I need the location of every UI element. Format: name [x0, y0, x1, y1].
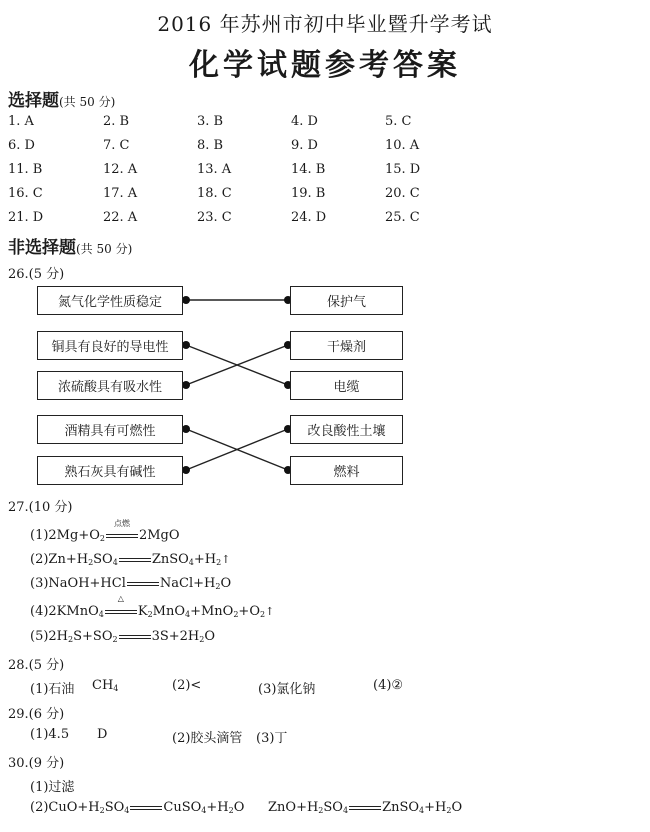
- eq-condition: [348, 800, 382, 815]
- match-left-box: 氮气化学性质稳定: [37, 286, 183, 315]
- eq-text: ZnO+H: [268, 800, 319, 815]
- eq-subscript: 4: [201, 806, 207, 815]
- eq-subscript: 2: [216, 558, 222, 567]
- eq-subscript: 2: [99, 806, 105, 815]
- eq-subscript: 2: [233, 610, 239, 619]
- eq-subscript: 2: [228, 806, 234, 815]
- eq-text: (5)2H: [30, 629, 69, 644]
- eq-equals-sign: [130, 806, 162, 810]
- eq-text: S+SO: [73, 629, 113, 644]
- choice-answer: 2. B: [103, 114, 130, 129]
- eq-subscript: 2: [318, 806, 324, 815]
- eq-text: +H: [424, 800, 447, 815]
- eq-text: 3S+2H: [151, 629, 200, 644]
- eq-equals-sign: [349, 806, 381, 810]
- heat-icon: △: [117, 594, 124, 603]
- match-right-box: 干燥剂: [290, 331, 403, 360]
- gas-arrow-icon: ↑: [221, 553, 231, 566]
- eq-text: (3)NaOH+HCl: [30, 576, 126, 591]
- choice-answer: 13. A: [197, 162, 232, 177]
- eq-text: (2)Zn+H: [30, 552, 89, 567]
- choice-answer: 3. B: [197, 114, 224, 129]
- match-dot: [182, 341, 190, 349]
- equation-4: [30, 594, 275, 619]
- answer-29-3: (3)丁: [256, 731, 288, 746]
- eq-text: ZnSO: [151, 552, 189, 567]
- eq-text: SO: [104, 800, 125, 815]
- question-label-29: 29.(6 分): [8, 707, 65, 722]
- choice-answer: 11. B: [8, 162, 43, 177]
- eq-text: (2)CuO+H: [30, 800, 100, 815]
- match-left-box: 铜具有良好的导电性: [37, 331, 183, 360]
- eq-subscript: 2: [112, 635, 118, 644]
- answer-28-1b: [92, 678, 118, 693]
- choice-answer: 19. B: [291, 186, 326, 201]
- answer-28-2: (2)<: [172, 678, 202, 693]
- eq-subscript: 4: [419, 806, 425, 815]
- choice-answer: 15. D: [385, 162, 421, 177]
- question-label-27: 27.(10 分): [8, 500, 73, 515]
- eq-subscript: 4: [98, 610, 104, 619]
- choice-answer: 16. C: [8, 186, 43, 201]
- eq-condition: [126, 576, 160, 591]
- eq-text: 2MgO: [138, 528, 180, 543]
- section-points: (共 50 分): [59, 95, 116, 109]
- eq-text: O: [233, 800, 245, 815]
- answer-28-4: (4)②: [373, 678, 404, 693]
- match-right-box: 燃料: [290, 456, 403, 485]
- answer-29-1: (1)4.5: [30, 727, 70, 742]
- eq-equals-sign: [106, 534, 138, 538]
- eq-condition: [118, 552, 152, 567]
- eq-subscript: 4: [113, 684, 119, 693]
- eq-condition: [105, 519, 139, 543]
- eq-text: +H: [193, 552, 217, 567]
- eq-subscript: 2: [259, 610, 266, 619]
- choice-answer: 21. D: [8, 210, 44, 225]
- eq-condition-text: 点燃: [113, 519, 130, 528]
- eq-subscript: 2: [215, 582, 221, 591]
- eq-text: SO: [323, 800, 343, 815]
- question-label-28: 28.(5 分): [8, 658, 65, 673]
- eq-condition: [118, 629, 152, 644]
- answer-28-3: (3)氯化钠: [258, 682, 316, 697]
- eq-text: CuSO: [163, 800, 202, 815]
- answer-28-1: [30, 678, 74, 697]
- eq-subscript: 2: [88, 558, 94, 567]
- choice-answer: 18. C: [197, 186, 232, 201]
- match-left-box: 浓硫酸具有吸水性: [37, 371, 183, 400]
- page-title: 化学试题参考答案: [189, 48, 461, 83]
- eq-equals-sign: [119, 635, 151, 639]
- choice-answer: 12. A: [103, 162, 138, 177]
- eq-text: +MnO: [190, 604, 234, 619]
- eq-text: MnO: [152, 604, 185, 619]
- section-heading-text: 非选择题: [8, 238, 76, 258]
- eq-subscript: 2: [68, 635, 74, 644]
- question-label-30: 30.(9 分): [8, 756, 65, 771]
- match-dot: [182, 296, 190, 304]
- gas-arrow-icon: ↑: [265, 605, 275, 618]
- answer-29-2: (2)胶头滴管: [172, 731, 243, 746]
- eq-equals-sign: [119, 558, 151, 562]
- answer-text: (1)石油: [30, 682, 75, 697]
- eq-subscript: 4: [185, 610, 191, 619]
- choice-answer: 1. A: [8, 114, 34, 129]
- eq-subscript: 4: [112, 558, 118, 567]
- choice-answer: 17. A: [103, 186, 138, 201]
- eq-text: ZnSO: [382, 800, 420, 815]
- eq-subscript: 2: [147, 610, 153, 619]
- eq-subscript: 2: [99, 534, 105, 543]
- eq-text: +H: [206, 800, 229, 815]
- choice-answer: 7. C: [103, 138, 130, 153]
- eq-text: O: [220, 576, 232, 591]
- choice-answer: 8. B: [197, 138, 224, 153]
- choice-answer: 4. D: [291, 114, 318, 129]
- eq-condition: [129, 800, 163, 815]
- exam-supertitle: 2016 年苏州市初中毕业暨升学考试: [157, 12, 493, 36]
- choice-answer: 6. D: [8, 138, 35, 153]
- question-label-26: 26.(5 分): [8, 267, 65, 282]
- eq-equals-sign: [105, 610, 137, 614]
- answer-30-1: (1)过滤: [30, 780, 75, 795]
- eq-text: K: [137, 604, 148, 619]
- choice-answer: 24. D: [291, 210, 327, 225]
- choice-answer: 22. A: [103, 210, 138, 225]
- match-right-box: 电缆: [290, 371, 403, 400]
- eq-subscript: 4: [342, 806, 349, 815]
- choice-answer: 23. C: [197, 210, 232, 225]
- choice-answer: 10. A: [385, 138, 420, 153]
- match-left-box: 熟石灰具有碱性: [37, 456, 183, 485]
- eq-subscript: 4: [188, 558, 194, 567]
- answer-text: CH: [92, 678, 114, 693]
- choice-answer: 25. C: [385, 210, 420, 225]
- eq-subscript: 2: [446, 806, 452, 815]
- match-dot: [182, 466, 190, 474]
- eq-text: +O: [238, 604, 260, 619]
- eq-text: O: [204, 629, 216, 644]
- eq-text: (1)2Mg+O: [30, 528, 100, 543]
- eq-text: O: [451, 800, 463, 815]
- choice-answer: 14. B: [291, 162, 326, 177]
- equation-2: [30, 552, 230, 567]
- equation-5: [30, 629, 215, 644]
- equation-3: [30, 576, 231, 591]
- choice-answer: 9. D: [291, 138, 318, 153]
- choice-answer: 5. C: [385, 114, 412, 129]
- eq-condition: [104, 594, 138, 619]
- choice-answer: 20. C: [385, 186, 420, 201]
- eq-equals-sign: [127, 582, 159, 586]
- equation-30-b: [268, 800, 462, 815]
- match-right-box: 保护气: [290, 286, 403, 315]
- eq-text: NaCl+H: [159, 576, 216, 591]
- eq-text: (4)2KMnO: [30, 604, 99, 619]
- section-heading-text: 选择题: [8, 91, 59, 111]
- answer-29-1b: D: [97, 727, 108, 742]
- equation-1: [30, 519, 180, 543]
- eq-subscript: 2: [199, 635, 205, 644]
- match-left-box: 酒精具有可燃性: [37, 415, 183, 444]
- match-dot: [182, 425, 190, 433]
- eq-subscript: 4: [124, 806, 130, 815]
- match-dot: [182, 381, 190, 389]
- section-points: (共 50 分): [76, 242, 133, 256]
- equation-30-a: [30, 800, 244, 815]
- eq-text: SO: [93, 552, 113, 567]
- match-right-box: 改良酸性土壤: [290, 415, 403, 444]
